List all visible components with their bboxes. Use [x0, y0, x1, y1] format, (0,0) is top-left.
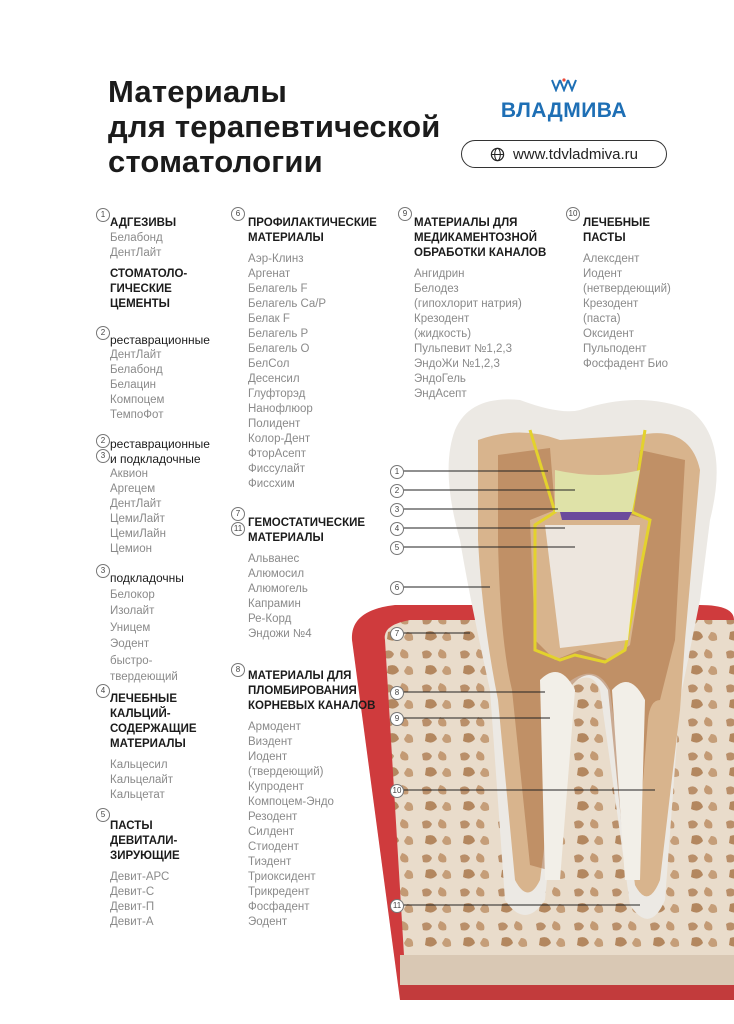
list-item: Нанофлюор — [248, 403, 313, 415]
section-calcium — [110, 692, 230, 803]
section-devital — [110, 819, 230, 930]
list-item: Кальцетат — [110, 789, 165, 801]
num-9: 9 — [398, 207, 412, 221]
list-item: Колор-Дент — [248, 433, 311, 445]
list-item: Кальцелайт — [110, 774, 174, 786]
list-item: Изолайт — [110, 605, 155, 617]
list-item: Девит-А — [110, 916, 154, 928]
list-item: Уницем — [110, 621, 151, 634]
list-item: Девит-П — [110, 901, 155, 913]
list-item: Стиодент — [248, 841, 299, 853]
list-item: Эндожи №4 — [248, 628, 312, 640]
callout-4: 4 — [390, 522, 404, 536]
subsection-title: реставрационные — [110, 437, 210, 451]
list-item: Резодент — [248, 811, 298, 823]
section-lining — [110, 570, 230, 686]
list-item: Кальцесил — [110, 759, 168, 771]
section-title: МАТЕРИАЛЫ ДЛЯ ПЛОМБИРОВАНИЯ КОРНЕВЫХ КАНАЛОВ — [248, 670, 376, 712]
list-item: Белацин — [110, 379, 157, 391]
list-item: (твердеющий) — [248, 766, 324, 778]
list-item: Белабонд — [110, 364, 163, 376]
list-item: Иодент — [583, 268, 623, 280]
list-item: Компоцем — [110, 394, 165, 406]
list-item: Компоцем-Эндо — [248, 796, 334, 808]
list-item: Аэр-Клинз — [248, 253, 304, 265]
section-adhesives — [110, 216, 230, 312]
list-item: Фиссхим — [248, 478, 295, 490]
list-item: Эодент — [110, 638, 150, 650]
num-1: 1 — [96, 208, 110, 222]
section-hemostatic — [248, 516, 388, 642]
list-item: Глуфторэд — [248, 388, 306, 400]
list-item: Крезодент — [414, 313, 470, 325]
list-item: Белагель F — [248, 283, 308, 295]
list-item: Пульподент — [583, 343, 647, 355]
list-item: Белагель Ca/P — [248, 298, 327, 310]
list-item: ФторАсепт — [248, 448, 306, 460]
list-item: ЦемиЛайт — [110, 513, 165, 525]
list-item: Белагель Р — [248, 328, 309, 340]
list-item: Алюмосил — [248, 568, 305, 580]
callout-11: 11 — [390, 899, 404, 913]
list-item: Аргенат — [248, 268, 291, 280]
list-item: Триоксидент — [248, 871, 316, 883]
section-title: ЛЕЧЕБНЫЕ ПАСТЫ — [583, 217, 650, 244]
num-11: 11 — [231, 522, 245, 536]
num-5: 5 — [96, 808, 110, 822]
section-restorative-lining — [110, 437, 235, 557]
list-item: ЦемиЛайн — [110, 528, 166, 540]
title-line-2: для терапевтической — [108, 109, 441, 144]
list-item: Белагель О — [248, 343, 310, 355]
list-item: ЭндоГель — [414, 373, 466, 385]
list-item: Алексдент — [583, 253, 640, 265]
list-item: Девит-С — [110, 886, 155, 898]
list-item: твердеющий — [110, 671, 178, 683]
list-item: (нетвердеющий) — [583, 283, 671, 295]
callout-1: 1 — [390, 465, 404, 479]
list-item: Фосфадент — [248, 901, 310, 913]
list-item: (паста) — [583, 313, 621, 325]
subsection-title: реставрационные — [110, 333, 210, 347]
list-item: Аргецем — [110, 483, 156, 495]
list-item: ЭндоЖи №1,2,3 — [414, 358, 500, 370]
section-title: ЛЕЧЕБНЫЕ КАЛЬЦИЙ- СОДЕРЖАЩИЕ МАТЕРИАЛЫ — [110, 693, 197, 750]
list-item: Ре-Корд — [248, 613, 292, 625]
list-item: Силдент — [248, 826, 295, 838]
section-title: АДГЕЗИВЫ — [110, 217, 177, 229]
list-item: Крезодент — [583, 298, 639, 310]
callout-3: 3 — [390, 503, 404, 517]
num-7: 7 — [231, 507, 245, 521]
list-item: Белодез — [414, 283, 459, 295]
section-canal-treatment — [414, 216, 564, 402]
list-item: Эодент — [248, 916, 288, 928]
list-item: Купродент — [248, 781, 304, 793]
section-title: МАТЕРИАЛЫ ДЛЯ МЕДИКАМЕНТОЗНОЙ ОБРАБОТКИ КАНАЛОВ — [414, 217, 547, 259]
num-4: 4 — [96, 684, 110, 698]
callout-6: 6 — [390, 581, 404, 595]
list-item: Виэдент — [248, 736, 293, 748]
list-item: (гипохлорит натрия) — [414, 298, 522, 310]
section-filling — [248, 669, 388, 930]
brand-name: ВЛАДМИВА — [500, 99, 628, 122]
callout-2: 2 — [390, 484, 404, 498]
list-item: Армодент — [248, 721, 301, 733]
section-title: ПАСТЫ ДЕВИТАЛИ- ЗИРУЮЩИЕ — [110, 820, 180, 862]
list-item: ЭндАсепт — [414, 388, 467, 400]
list-item: Фиссулайт — [248, 463, 305, 475]
section-title: ГЕМОСТАТИЧЕСКИЕ МАТЕРИАЛЫ — [248, 517, 366, 544]
section-pastes — [583, 216, 713, 372]
list-item: Альванес — [248, 553, 300, 565]
section-title-cements: СТОМАТОЛО- ГИЧЕСКИЕ ЦЕМЕНТЫ — [110, 268, 188, 310]
num-3: 3 — [96, 564, 110, 578]
list-item: Полидент — [248, 418, 301, 430]
callout-5: 5 — [390, 541, 404, 555]
list-item: Оксидент — [583, 328, 635, 340]
list-item: Белокор — [110, 588, 155, 601]
list-item: ДентЛайт — [110, 498, 162, 510]
list-item: БелСол — [248, 358, 290, 370]
list-item: ДентЛайт — [110, 247, 162, 259]
list-item: Белак F — [248, 313, 290, 325]
list-item: ТемпоФот — [110, 409, 164, 421]
list-item: Алюмогель — [248, 583, 308, 595]
list-item: быстро- — [110, 654, 153, 667]
num-2: 2 — [96, 326, 110, 340]
subsection-title: и подкладочные — [110, 452, 201, 466]
list-item: ДентЛайт — [110, 349, 162, 361]
num-3a: 3 — [96, 449, 110, 463]
list-item: Цемион — [110, 543, 152, 555]
list-item: Иодент — [248, 751, 288, 763]
num-10: 10 — [566, 207, 580, 221]
callout-7: 7 — [390, 627, 404, 641]
section-restorative — [110, 333, 230, 423]
callout-9: 9 — [390, 712, 404, 726]
num-6: 6 — [231, 207, 245, 221]
list-item: Пульпевит №1,2,3 — [414, 343, 512, 355]
section-title: ПРОФИЛАКТИЧЕСКИЕ МАТЕРИАЛЫ — [248, 217, 377, 244]
list-item: Десенсил — [248, 373, 300, 385]
list-item: (жидкость) — [414, 328, 472, 340]
num-2b: 2 — [96, 434, 110, 448]
list-item: Аквион — [110, 468, 148, 480]
title-line-1: Материалы — [108, 74, 288, 109]
title-line-3: стоматологии — [108, 144, 323, 179]
subsection-title: подкладочны — [110, 571, 184, 585]
list-item: Тиэдент — [248, 856, 292, 868]
list-item: Ангидрин — [414, 268, 465, 280]
list-item: Капрамин — [248, 598, 301, 610]
num-8: 8 — [231, 663, 245, 677]
website-url: www.tdvladmiva.ru — [512, 145, 639, 163]
callout-8: 8 — [390, 686, 404, 700]
list-item: Трикредент — [248, 886, 310, 898]
list-item: Фосфадент Био — [583, 358, 669, 370]
callout-10: 10 — [390, 784, 404, 798]
list-item: Белабонд — [110, 232, 163, 244]
section-prophylactic — [248, 216, 388, 492]
list-item: Девит-АРС — [110, 871, 170, 883]
